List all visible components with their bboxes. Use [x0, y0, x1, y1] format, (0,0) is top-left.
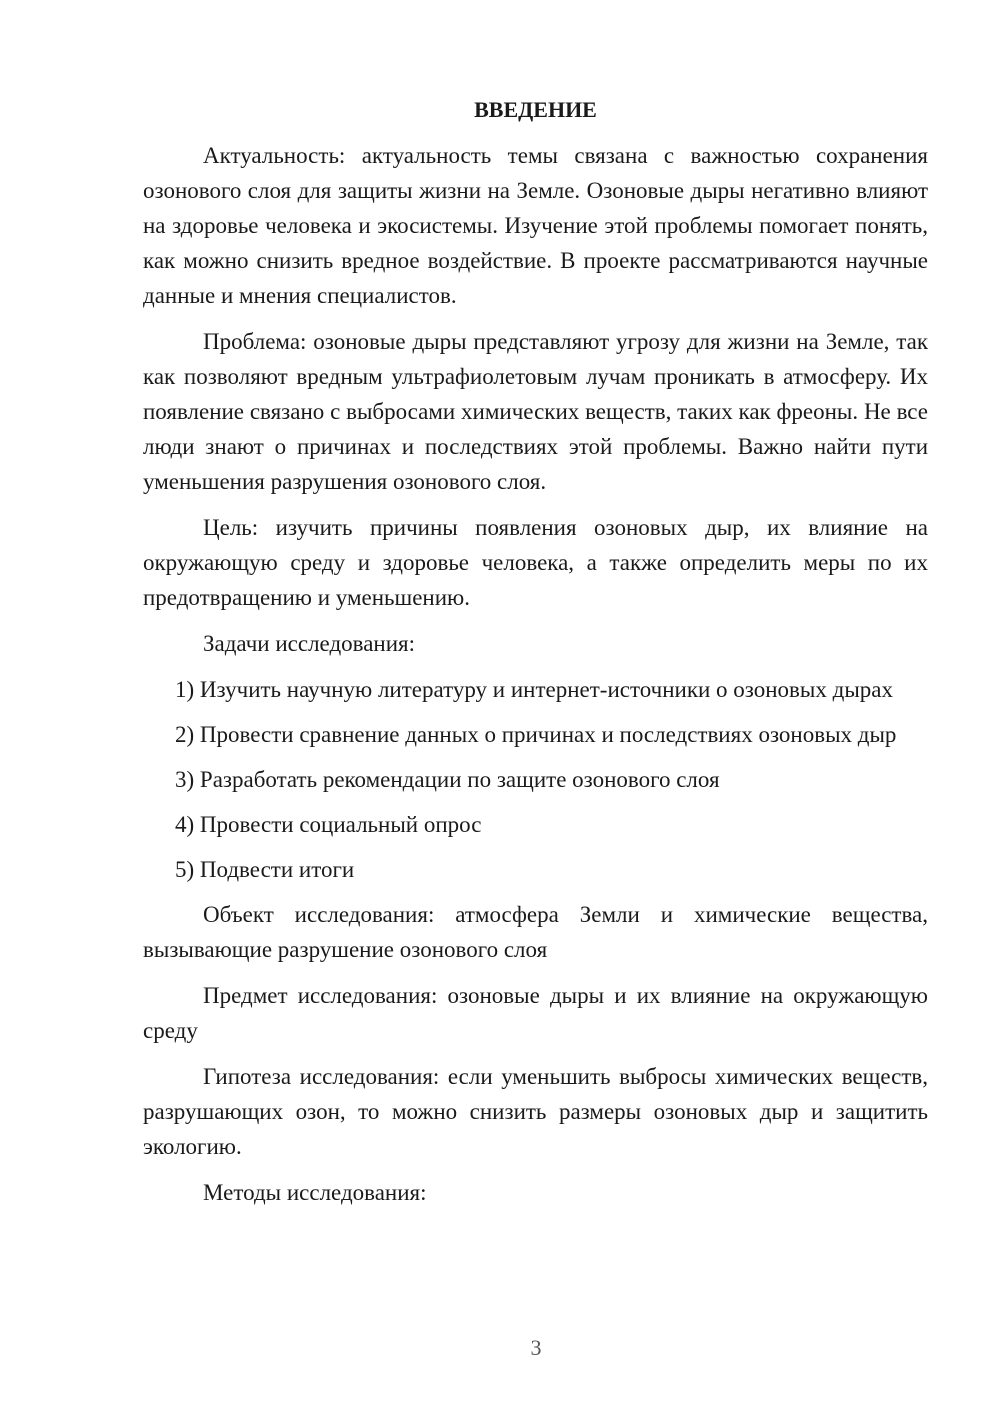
section-title: ВВЕДЕНИЕ [474, 97, 597, 122]
hypothesis-paragraph: Гипотеза исследования: если уменьшить выбросы химических веществ, разрушающих озон, то можно снизить размеры озоновых дыр и защитить экологию. [143, 1064, 928, 1159]
object-paragraph: Объект исследования: атмосфера Земли и химические вещества, вызывающие разрушение озонового слоя [143, 902, 928, 962]
tasks-heading: Задачи исследования: [203, 631, 416, 656]
methods-heading: Методы исследования: [203, 1180, 427, 1205]
task-item: 3) Разработать рекомендации по защите озонового слоя [175, 767, 720, 792]
goal-paragraph: Цель: изучить причины появления озоновых дыр, их влияние на окружающую среду и здоровье человека, а также определить меры по их предотвращению и уменьшению. [143, 515, 928, 610]
page-number: 3 [530, 1335, 542, 1360]
problem-paragraph: Проблема: озоновые дыры представляют угрозу для жизни на Земле, так как позволяют вредным ультрафиолетовым лучам проникать в атмосферу. Их появление связано с выбросами химических веществ, таких как фреоны. Не все люди знают о причинах и последствиях этой проблемы. Важно найти пути уменьшения разрушения озонового слоя. [143, 329, 928, 494]
document-page [143, 90, 928, 1221]
task-item: 2) Провести сравнение данных о причинах и последствиях озоновых дыр [175, 722, 897, 747]
task-item: 1) Изучить научную литературу и интернет-источники о озоновых дырах [175, 677, 893, 702]
task-item: 4) Провести социальный опрос [175, 812, 482, 837]
subject-paragraph: Предмет исследования: озоновые дыры и их влияние на окружающую среду [143, 983, 928, 1043]
relevance-paragraph: Актуальность: актуальность темы связана с важностью сохранения озонового слоя для защиты жизни на Земле. Озоновые дыры негативно влияют на здоровье человека и экосистемы. Изучение этой проблемы помогает понять, как можно снизить вредное воздействие. В проекте рассматриваются научные данные и мнения специалистов. [143, 143, 928, 308]
task-item: 5) Подвести итоги [175, 857, 355, 882]
